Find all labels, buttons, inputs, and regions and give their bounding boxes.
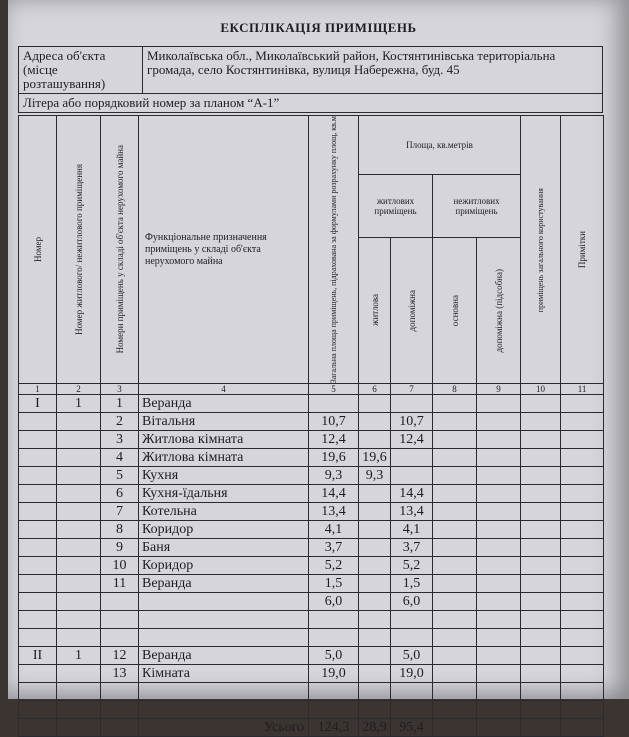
empty-cell [477,629,521,647]
empty-cell [521,611,561,629]
table-row [19,431,604,449]
document-title: ЕКСПЛІКАЦІЯ ПРИМІЩЕНЬ [220,20,417,35]
zhytlovoho-nomer-cell [57,593,101,611]
total-area-cell: 13,4 [309,503,359,521]
empty-cell [477,539,521,557]
empty-cell [101,719,139,737]
name-cell: Коридор [139,521,309,539]
empty-cell [477,701,521,719]
zhytlovoho-nomer-cell [57,629,101,647]
empty-cell [521,449,561,467]
address-label: Адреса об'єкта (місце розташування) [19,47,143,94]
total-area-cell: 3,7 [309,539,359,557]
empty-cell [521,395,561,413]
nomer-cell [19,701,57,719]
header-zahalnoho-korystuvannia: приміщень загального користування [521,116,561,384]
table-row [19,395,604,413]
name-cell [139,593,309,611]
total-area-cell: 12,4 [309,431,359,449]
empty-cell [433,521,477,539]
prymishchennia-nomer-cell: 12 [101,647,139,665]
zhytlovoho-nomer-cell [57,449,101,467]
column-number: 11 [561,384,604,395]
table-row [19,449,604,467]
zhytlovoho-nomer-cell [57,521,101,539]
empty-cell [521,539,561,557]
empty-cell [19,719,57,737]
nomer-cell [19,593,57,611]
litera-line: Літера або порядковий номер за планом “А-1” [19,94,603,113]
header-nomer-zhytlovoho: Номер житлового/ нежитлового приміщення [57,116,101,384]
totals-row [19,719,604,737]
prymishchennia-nomer-cell: 1 [101,395,139,413]
empty-cell [561,449,604,467]
header-dopomizhna: допоміжна [391,237,433,384]
zhytlova-cell [359,485,391,503]
prymishchennia-nomer-cell [101,611,139,629]
total-area-cell: 4,1 [309,521,359,539]
prymishchennia-nomer-cell [101,629,139,647]
dopomizhna-cell: 10,7 [391,413,433,431]
empty-cell [477,503,521,521]
empty-cell [521,557,561,575]
totals-label: Усього [139,719,309,737]
dopomizhna-cell: 1,5 [391,575,433,593]
zhytlovoho-nomer-cell [57,539,101,557]
zhytlova-cell [359,413,391,431]
nomer-cell [19,629,57,647]
nomer-cell [19,611,57,629]
empty-cell [561,647,604,665]
prymishchennia-nomer-cell: 2 [101,413,139,431]
prymishchennia-nomer-cell: 6 [101,485,139,503]
empty-cell [433,611,477,629]
name-cell [139,683,309,701]
prymishchennia-nomer-cell: 8 [101,521,139,539]
empty-cell [433,665,477,683]
zhytlova-cell [359,593,391,611]
table-row [19,611,604,629]
zhytlovoho-nomer-cell [57,485,101,503]
total-area-cell [309,683,359,701]
empty-cell [433,629,477,647]
empty-cell [521,413,561,431]
empty-cell [561,431,604,449]
zhytlova-cell [359,611,391,629]
dopomizhna-cell [391,683,433,701]
empty-cell [477,557,521,575]
empty-cell [561,467,604,485]
empty-cell [433,575,477,593]
nomer-cell: I [19,395,57,413]
empty-cell [561,395,604,413]
prymishchennia-nomer-cell: 13 [101,665,139,683]
prymishchennia-nomer-cell: 9 [101,539,139,557]
zhytlova-cell [359,431,391,449]
nomer-cell [19,449,57,467]
zhytlovoho-nomer-cell [57,683,101,701]
empty-cell [477,521,521,539]
table-row [19,701,604,719]
zhytlovoho-nomer-cell [57,467,101,485]
zhytlovoho-nomer-cell [57,503,101,521]
name-cell: Житлова кімната [139,431,309,449]
empty-cell [57,719,101,737]
empty-cell [433,539,477,557]
empty-cell [521,503,561,521]
column-number: 3 [101,384,139,395]
total-area-cell [309,611,359,629]
name-cell: Кухня [139,467,309,485]
total-area-cell: 1,5 [309,575,359,593]
empty-cell [561,521,604,539]
name-cell: Веранда [139,395,309,413]
total-area-cell: 14,4 [309,485,359,503]
empty-cell [433,395,477,413]
dopomizhna-cell [391,395,433,413]
name-cell: Кухня-їдальня [139,485,309,503]
total-area-cell: 10,7 [309,413,359,431]
total-area-cell: 5,0 [309,647,359,665]
empty-cell [477,449,521,467]
header-nomer-prymishchen: Номери приміщень у складі об'єкта нерухомого майна [101,116,139,384]
empty-cell [561,611,604,629]
nomer-cell [19,485,57,503]
table-row [19,629,604,647]
column-number: 2 [57,384,101,395]
table-row [19,665,604,683]
table-row [19,593,604,611]
empty-cell [477,683,521,701]
empty-cell [477,719,521,737]
header-zahalna-ploshcha: Загальна площа приміщень, підрахована за формулами розрахунку площ, кв.м [309,116,359,384]
table-row [19,539,604,557]
totals-area: 124,3 [309,719,359,737]
zhytlova-cell [359,575,391,593]
zhytlovoho-nomer-cell [57,575,101,593]
empty-cell [521,719,561,737]
dopomizhna-cell: 5,2 [391,557,433,575]
document-page [8,0,629,735]
empty-cell [521,683,561,701]
empty-cell [561,503,604,521]
total-area-cell [309,629,359,647]
table-row [19,413,604,431]
zhytlova-cell [359,503,391,521]
empty-cell [521,467,561,485]
prymishchennia-nomer-cell: 5 [101,467,139,485]
table-row [19,575,604,593]
prymishchennia-nomer-cell: 7 [101,503,139,521]
name-cell: Веранда [139,575,309,593]
zhytlova-cell [359,557,391,575]
column-number: 9 [477,384,521,395]
header-funktsionalne: Функціональне призначення приміщень у складі об'єкта нерухомого майна [139,116,309,384]
prymishchennia-nomer-cell [101,593,139,611]
header-nezhytlovykh: нежитлових приміщень [433,175,521,238]
table-row [19,557,604,575]
empty-cell [477,395,521,413]
zhytlova-cell [359,521,391,539]
empty-cell [433,467,477,485]
nomer-cell [19,413,57,431]
prymishchennia-nomer-cell: 11 [101,575,139,593]
zhytlova-cell: 19,6 [359,449,391,467]
header-osnovna: основна [433,237,477,384]
zhytlovoho-nomer-cell [57,611,101,629]
empty-cell [433,647,477,665]
zhytlova-cell [359,629,391,647]
explication-table [18,115,604,737]
empty-cell [561,485,604,503]
empty-cell [561,557,604,575]
table-row [19,521,604,539]
empty-cell [477,413,521,431]
prymishchennia-nomer-cell: 4 [101,449,139,467]
zhytlovoho-nomer-cell [57,557,101,575]
table-row [19,503,604,521]
dopomizhna-cell: 19,0 [391,665,433,683]
prymishchennia-nomer-cell: 3 [101,431,139,449]
empty-cell [433,449,477,467]
dopomizhna-cell [391,629,433,647]
header-nomer: Номер [19,116,57,384]
total-area-cell: 5,2 [309,557,359,575]
total-area-cell: 19,6 [309,449,359,467]
empty-cell [477,575,521,593]
nomer-cell [19,557,57,575]
empty-cell [521,701,561,719]
nomer-cell [19,575,57,593]
empty-cell [477,593,521,611]
name-cell: Житлова кімната [139,449,309,467]
dopomizhna-cell [391,701,433,719]
totals-dopomizhna: 95,4 [391,719,433,737]
empty-cell [521,647,561,665]
empty-cell [433,503,477,521]
zhytlovoho-nomer-cell [57,413,101,431]
zhytlovoho-nomer-cell: 1 [57,647,101,665]
column-number: 8 [433,384,477,395]
column-number: 1 [19,384,57,395]
nomer-cell [19,503,57,521]
empty-cell [561,539,604,557]
empty-cell [521,521,561,539]
dopomizhna-cell: 13,4 [391,503,433,521]
name-cell: Коридор [139,557,309,575]
empty-cell [561,593,604,611]
empty-cell [561,719,604,737]
zhytlovoho-nomer-cell [57,701,101,719]
empty-cell [477,665,521,683]
prymishchennia-nomer-cell [101,701,139,719]
table-row [19,683,604,701]
name-cell: Вітальня [139,413,309,431]
header-zhytlova: житлова [359,237,391,384]
empty-cell [561,629,604,647]
header-zhytlovykh: житлових приміщень [359,175,433,238]
nomer-cell [19,539,57,557]
header-prymitky: Примітки [561,116,604,384]
total-area-cell: 9,3 [309,467,359,485]
total-area-cell: 19,0 [309,665,359,683]
nomer-cell [19,665,57,683]
zhytlovoho-nomer-cell [57,431,101,449]
totals-zhytlova: 28,9 [359,719,391,737]
column-number: 6 [359,384,391,395]
empty-cell [477,485,521,503]
name-cell: Кімната [139,665,309,683]
total-area-cell [309,395,359,413]
total-area-cell [309,701,359,719]
nomer-cell [19,431,57,449]
name-cell [139,701,309,719]
address-value: Миколаївська обл., Миколаївський район, Костянтинівська територіальна громада, село Костянтинівка, вулиця Набережна, буд. 45 [143,47,603,94]
empty-cell [433,413,477,431]
empty-cell [477,431,521,449]
empty-cell [521,575,561,593]
address-table [18,46,603,113]
nomer-cell [19,521,57,539]
empty-cell [477,467,521,485]
empty-cell [561,683,604,701]
empty-cell [561,701,604,719]
empty-cell [433,557,477,575]
header-dopomizhna-pidsobna: допоміжна (підсобна) [477,237,521,384]
empty-cell [433,701,477,719]
column-numbers-row [19,384,604,395]
name-cell: Котельна [139,503,309,521]
empty-cell [477,611,521,629]
dopomizhna-cell [391,467,433,485]
empty-cell [561,665,604,683]
empty-cell [561,413,604,431]
empty-cell [477,647,521,665]
dopomizhna-cell: 14,4 [391,485,433,503]
zhytlova-cell [359,665,391,683]
nomer-cell [19,467,57,485]
name-cell: Баня [139,539,309,557]
empty-cell [433,683,477,701]
empty-cell [521,485,561,503]
dopomizhna-cell [391,611,433,629]
empty-cell [521,629,561,647]
zhytlova-cell [359,395,391,413]
dopomizhna-cell [391,449,433,467]
table-row [19,485,604,503]
empty-cell [521,593,561,611]
empty-cell [433,593,477,611]
prymishchennia-nomer-cell: 10 [101,557,139,575]
name-cell [139,611,309,629]
column-number: 4 [139,384,309,395]
column-number: 7 [391,384,433,395]
dopomizhna-cell: 3,7 [391,539,433,557]
nomer-cell [19,683,57,701]
table-row [19,467,604,485]
header-ploshcha: Площа, кв.метрів [359,116,521,175]
total-area-cell: 6,0 [309,593,359,611]
column-number: 10 [521,384,561,395]
zhytlovoho-nomer-cell: 1 [57,395,101,413]
empty-cell [521,665,561,683]
prymishchennia-nomer-cell [101,683,139,701]
dopomizhna-cell: 12,4 [391,431,433,449]
zhytlova-cell [359,701,391,719]
zhytlova-cell [359,647,391,665]
name-cell [139,629,309,647]
empty-cell [433,431,477,449]
zhytlova-cell: 9,3 [359,467,391,485]
empty-cell [561,575,604,593]
empty-cell [433,719,477,737]
column-number: 5 [309,384,359,395]
empty-cell [521,431,561,449]
dopomizhna-cell: 5,0 [391,647,433,665]
table-row [19,647,604,665]
empty-cell [433,485,477,503]
dopomizhna-cell: 6,0 [391,593,433,611]
zhytlova-cell [359,683,391,701]
dopomizhna-cell: 4,1 [391,521,433,539]
zhytlova-cell [359,539,391,557]
nomer-cell: II [19,647,57,665]
name-cell: Веранда [139,647,309,665]
zhytlovoho-nomer-cell [57,665,101,683]
